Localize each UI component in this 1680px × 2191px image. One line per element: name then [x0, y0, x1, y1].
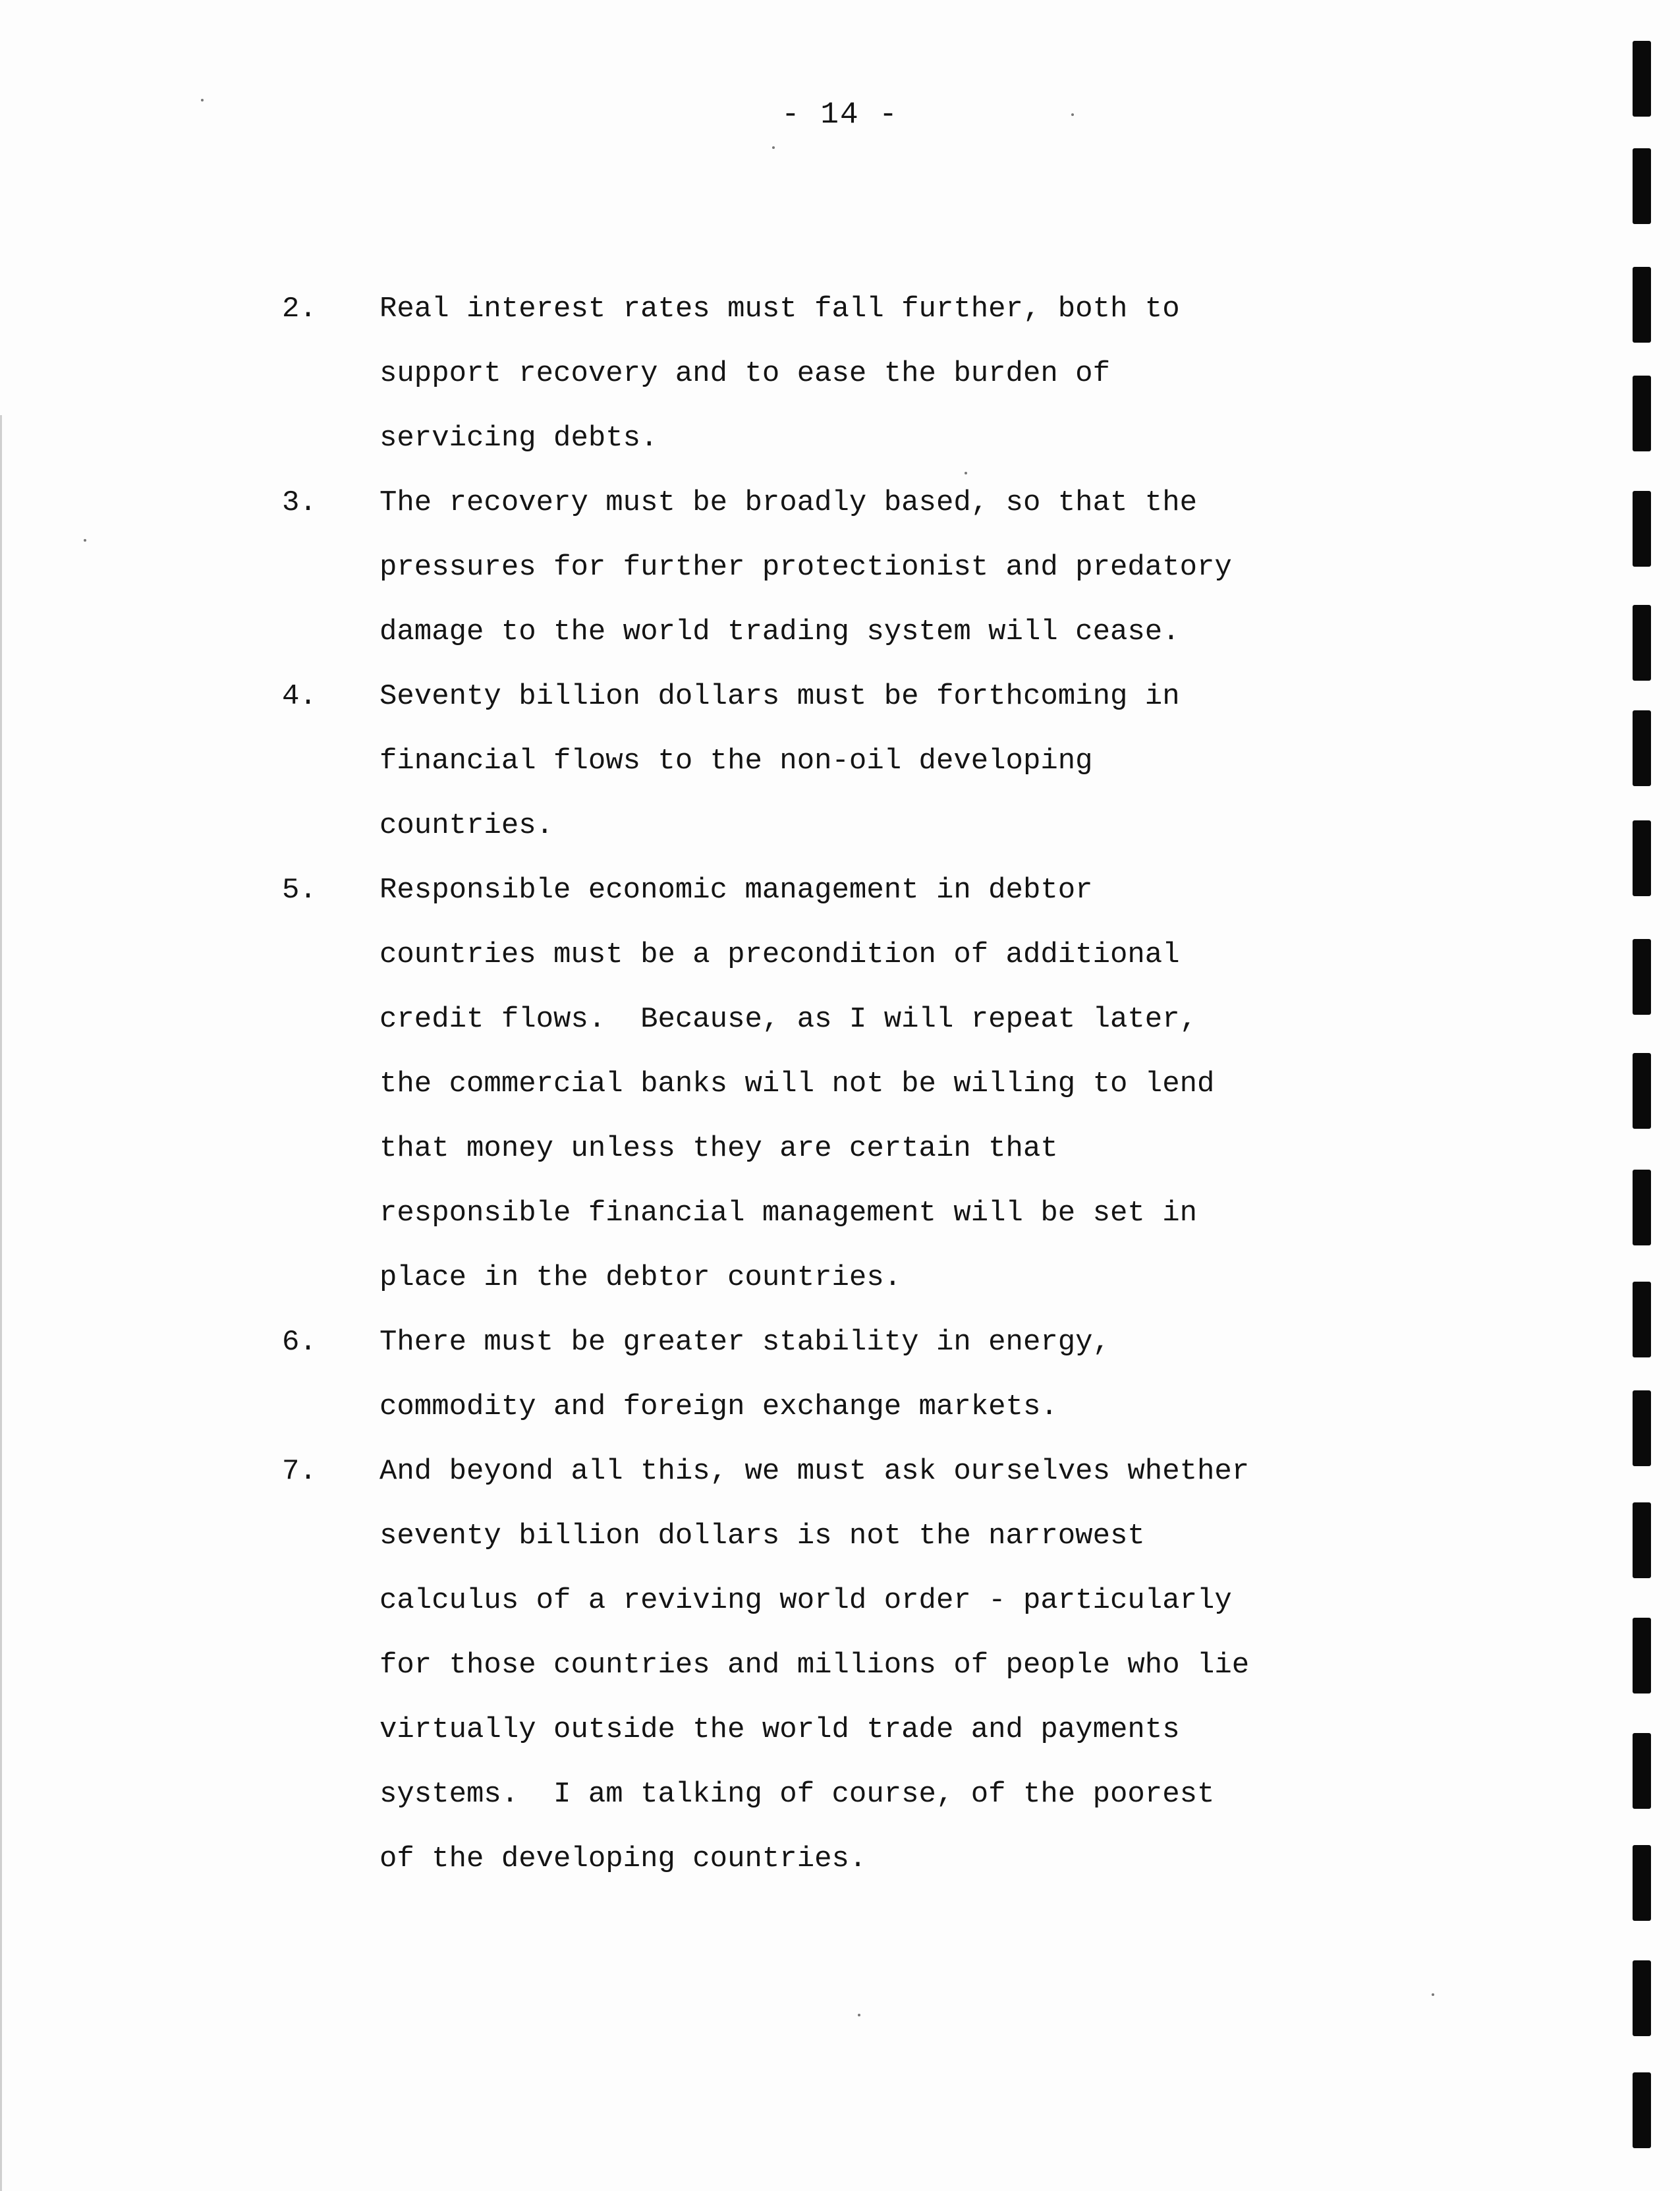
binder-mark [1633, 820, 1651, 896]
binder-mark [1633, 1960, 1651, 2036]
text-line: pressures for further protectionist and predatory [379, 551, 1232, 584]
item-text [379, 1439, 1387, 1891]
page-edge-shadow [0, 415, 2, 2191]
item-number: 4. [282, 680, 317, 713]
binder-mark [1633, 1733, 1651, 1809]
scan-speck [1432, 1993, 1434, 1996]
binder-mark [1633, 491, 1651, 567]
text-line: virtually outside the world trade and payments [379, 1713, 1180, 1746]
item-number: 7. [282, 1455, 317, 1488]
text-line: damage to the world trading system will cease. [379, 615, 1180, 648]
binder-mark [1633, 1845, 1651, 1921]
scan-speck [772, 146, 775, 149]
text-line: for those countries and millions of people who lie [379, 1649, 1250, 1682]
binder-edge-marks [1627, 0, 1660, 2191]
item-text [379, 277, 1387, 470]
scan-speck [201, 99, 204, 101]
text-line: place in the debtor countries. [379, 1261, 902, 1294]
binder-mark [1633, 1502, 1651, 1578]
binder-mark [1633, 1618, 1651, 1693]
text-line: Seventy billion dollars must be forthcoming in [379, 680, 1180, 713]
text-line: support recovery and to ease the burden of [379, 357, 1110, 390]
text-line: that money unless they are certain that [379, 1132, 1058, 1165]
item-number: 2. [282, 293, 317, 326]
text-line: the commercial banks will not be willing to lend [379, 1067, 1215, 1100]
binder-mark [1633, 710, 1651, 786]
binder-mark [1633, 376, 1651, 451]
text-line: countries. [379, 809, 554, 842]
text-line: servicing debts. [379, 422, 658, 455]
text-line: systems. I am talking of course, of the poorest [379, 1778, 1215, 1811]
text-line: calculus of a reviving world order - particularly [379, 1584, 1232, 1617]
text-line: The recovery must be broadly based, so that the [379, 486, 1198, 519]
binder-mark [1633, 2072, 1651, 2148]
scan-speck [858, 2014, 860, 2016]
item-text [379, 1310, 1387, 1439]
item-number: 5. [282, 874, 317, 907]
binder-mark [1633, 41, 1651, 117]
binder-mark [1633, 1170, 1651, 1245]
text-line: Real interest rates must fall further, both to [379, 293, 1180, 326]
item-number: 6. [282, 1326, 317, 1359]
text-line: seventy billion dollars is not the narrowest [379, 1520, 1145, 1552]
scan-speck [1071, 113, 1074, 116]
text-line: And beyond all this, we must ask ourselves whether [379, 1455, 1250, 1488]
binder-mark [1633, 148, 1651, 224]
item-number: 3. [282, 486, 317, 519]
text-line: of the developing countries. [379, 1842, 867, 1875]
binder-mark [1633, 605, 1651, 681]
text-line: financial flows to the non-oil developing [379, 745, 1093, 778]
page-number: - 14 - [781, 98, 899, 132]
scan-speck [965, 472, 967, 474]
binder-mark [1633, 1053, 1651, 1129]
binder-mark [1633, 267, 1651, 343]
text-line: responsible financial management will be set in [379, 1197, 1198, 1230]
binder-mark [1633, 1390, 1651, 1466]
text-line: Responsible economic management in debtor [379, 874, 1093, 907]
binder-mark [1633, 939, 1651, 1015]
scan-speck [84, 539, 86, 542]
text-line: credit flows. Because, as I will repeat later, [379, 1003, 1198, 1036]
text-line: commodity and foreign exchange markets. [379, 1390, 1058, 1423]
binder-mark [1633, 1282, 1651, 1357]
text-line: There must be greater stability in energy, [379, 1326, 1110, 1359]
item-text [379, 858, 1387, 1310]
text-line: countries must be a precondition of additional [379, 938, 1180, 971]
item-text [379, 664, 1387, 858]
item-text [379, 470, 1387, 664]
